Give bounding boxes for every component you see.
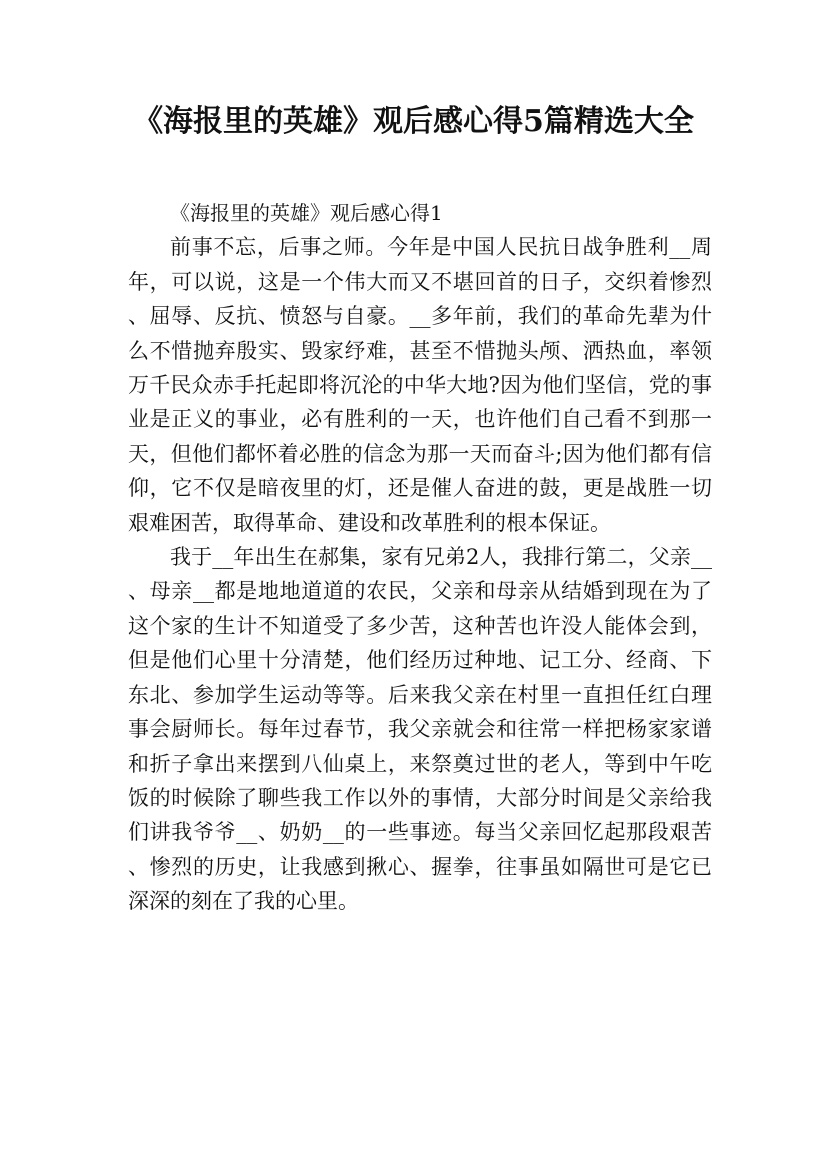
- section-heading: 《海报里的英雄》观后感心得1: [170, 201, 443, 225]
- document-body: [128, 196, 712, 919]
- document-title: 《海报里的英雄》观后感心得5篇精选大全: [133, 104, 694, 139]
- paragraph-1: 前事不忘，后事之师。今年是中国人民抗日战争胜利__周年，可以说，这是一个伟大而又不堪回首的日子，交织着惨烈、屈辱、反抗、愤怒与自豪。__多年前，我们的革命先辈为什么不惜抛弃殷实、毁家纾难，甚至不惜抛头颅、洒热血，率领万千民众赤手托起即将沉沦的中华大地?因为他们坚信，党的事业是正义的事业，必有胜利的一天，也许他们自己看不到那一天，但他们都怀着必胜的信念为那一天而奋斗;因为他们都有信仰，它不仅是暗夜里的灯，还是催人奋进的鼓，更是战胜一切艰难困苦，取得革命、建设和改革胜利的根本保证。: [128, 235, 712, 535]
- paragraph-2: 我于__年出生在郝集，家有兄弟2人，我排行第二，父亲__、母亲__都是地地道道的农民，父亲和母亲从结婚到现在为了这个家的生计不知道受了多少苦，这种苦也许没人能体会到，但是他们心里十分清楚，他们经历过种地、记工分、经商、下东北、参加学生运动等等。后来我父亲在村里一直担任红白理事会厨师长。每年过春节，我父亲就会和往常一样把杨家家谱和折子拿出来摆到八仙桌上，来祭奠过世的老人，等到中午吃饭的时候除了聊些我工作以外的事情，大部分时间是父亲给我们讲我爷爷__、奶奶__的一些事迹。每当父亲回忆起那段艰苦、惨烈的历史，让我感到揪心、握拳，往事虽如隔世可是它已深深的刻在了我的心里。: [128, 545, 712, 914]
